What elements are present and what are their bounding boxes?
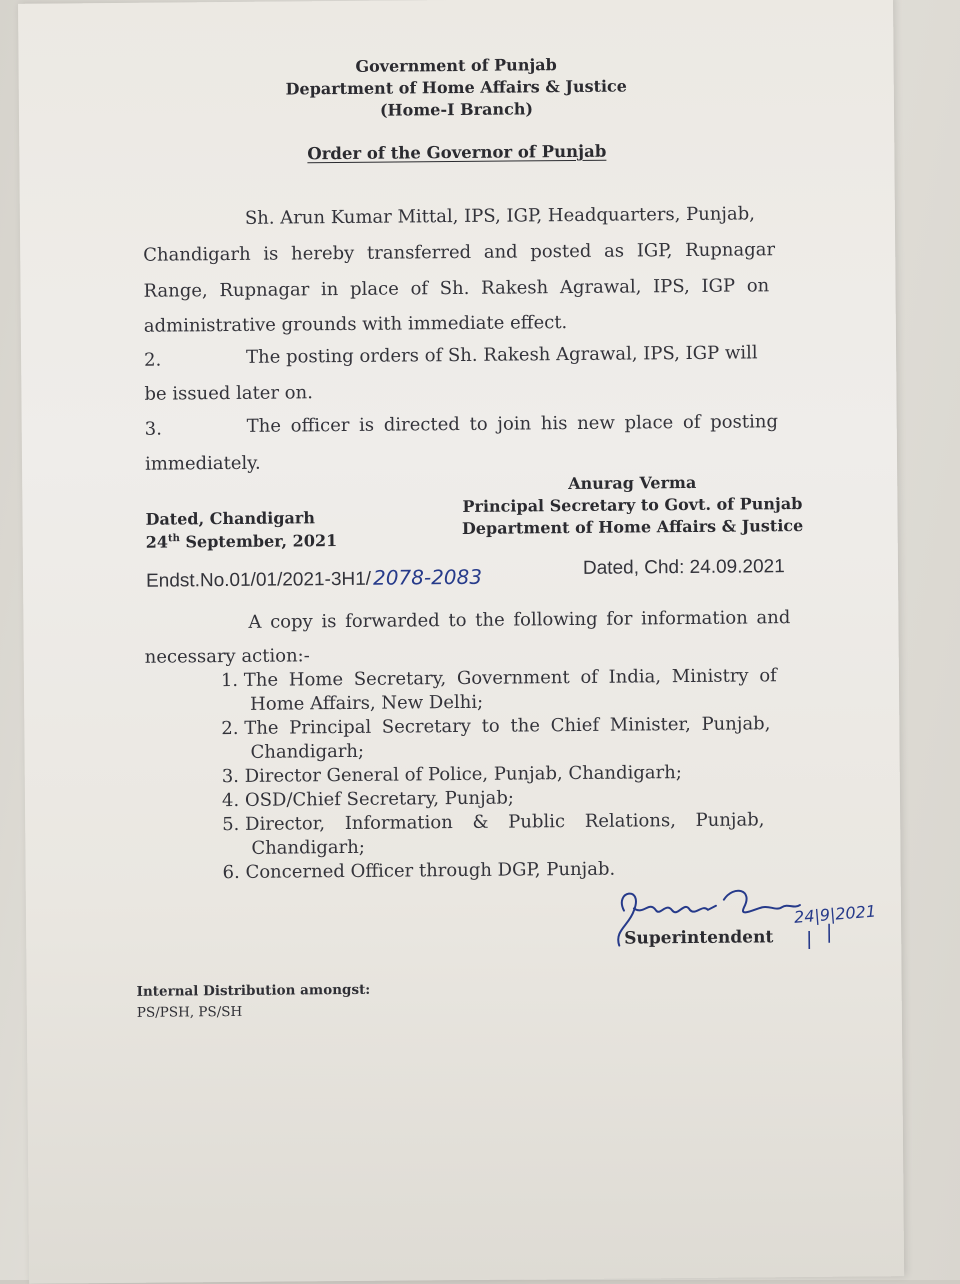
dated-date (146, 531, 338, 552)
para3-line1: The officer is directed to join his new place of posting (246, 411, 779, 437)
dated-day-suffix: th (167, 533, 180, 545)
recipient-3 (222, 762, 682, 787)
govt-header-line1: Government of Punjab (355, 55, 557, 76)
recipient-2 (221, 713, 770, 739)
recipient-6-line1: Concerned Officer through DGP, Punjab. (245, 858, 616, 883)
recipient-2-line1: The Principal Secretary to the Chief Minister, Punjab, (244, 713, 771, 739)
para1-line4-text: administrative grounds with immediate effect. (143, 312, 568, 337)
recipient-1-line1: The Home Secretary, Government of India, Ministry of (243, 665, 777, 691)
recipient-5-line1: Director, Information & Public Relations, Punjab, (245, 809, 765, 835)
internal-heading: Internal Distribution amongst: (136, 981, 371, 1000)
copy-intro-line1: A copy is forwarded to the following for information and (248, 607, 791, 633)
recipient-3-line1: Director General of Police, Punjab, Chandigarh; (244, 762, 682, 787)
copy-intro-line2: necessary action:- (144, 645, 310, 668)
recipient-2-num: 2. (221, 717, 239, 740)
endorsement-line (146, 565, 482, 593)
signatory-department: Department of Home Affairs & Justice (461, 515, 804, 538)
para3-number: 3. (144, 418, 163, 440)
signatory-designation: Principal Secretary to Govt. of Punjab (462, 493, 803, 516)
endorsement-date: Dated, Chd: 24.09.2021 (582, 556, 785, 579)
recipient-6-num: 6. (222, 861, 240, 884)
order-title-text: Order of the Governor of Punjab (307, 141, 607, 164)
recipient-5 (222, 809, 764, 835)
para3-line2: immediately. (144, 452, 261, 475)
endorsement-handwritten-number: 2078-2083 (372, 564, 483, 590)
internal-list: PS/PSH, PS/SH (136, 1003, 243, 1021)
signatory-name: Anurag Verma (568, 472, 697, 494)
para2-number: 2. (144, 349, 162, 371)
recipient-5-line2: Chandigarh; (251, 836, 365, 859)
recipient-1-line2: Home Affairs, New Delhi; (250, 691, 484, 715)
document-page (18, 0, 904, 1284)
recipient-3-num: 3. (221, 765, 240, 788)
recipient-6 (223, 859, 616, 883)
para1-line4 (144, 312, 568, 337)
para1-line1-text: Sh. Arun Kumar Mittal, IPS, IGP, Headquarters, Punjab, (244, 203, 756, 229)
govt-header-line2: Department of Home Affairs & Justice (285, 76, 628, 99)
para1-line1 (245, 203, 805, 229)
govt-header-line3: (Home-I Branch) (379, 99, 534, 120)
dated-day: 24 (145, 532, 169, 552)
para1-line3 (143, 275, 769, 301)
dated-month-year: September, 2021 (179, 531, 338, 552)
recipient-1 (221, 665, 777, 691)
para2-line2: be issued later on. (144, 382, 313, 405)
para2-line1: The posting orders of Sh. Rakesh Agrawal, IPS, IGP will (246, 342, 758, 368)
recipient-1-num: 1. (220, 669, 239, 692)
recipient-2-line2: Chandigarh; (250, 740, 365, 763)
para1-line2 (143, 239, 775, 266)
superintendent-title: Superintendent (624, 927, 774, 949)
order-title (19, 139, 894, 167)
recipient-5-num: 5. (222, 813, 240, 836)
para1-line2-text: Chandigarh is hereby transferred and posted as IGP, Rupnagar (143, 239, 776, 266)
recipient-4 (222, 788, 514, 812)
superintendent-date: 24|9|2021 (793, 901, 877, 927)
dated-place: Dated, Chandigarh (145, 508, 315, 529)
para1-line3-text: Range, Rupnagar in place of Sh. Rakesh Agrawal, IPS, IGP on (143, 275, 770, 302)
endorsement-prefix: Endst.No.01/01/2021-3H1/ (145, 568, 372, 592)
recipient-4-num: 4. (221, 789, 240, 812)
recipient-4-line1: OSD/Chief Secretary, Punjab; (244, 787, 515, 811)
